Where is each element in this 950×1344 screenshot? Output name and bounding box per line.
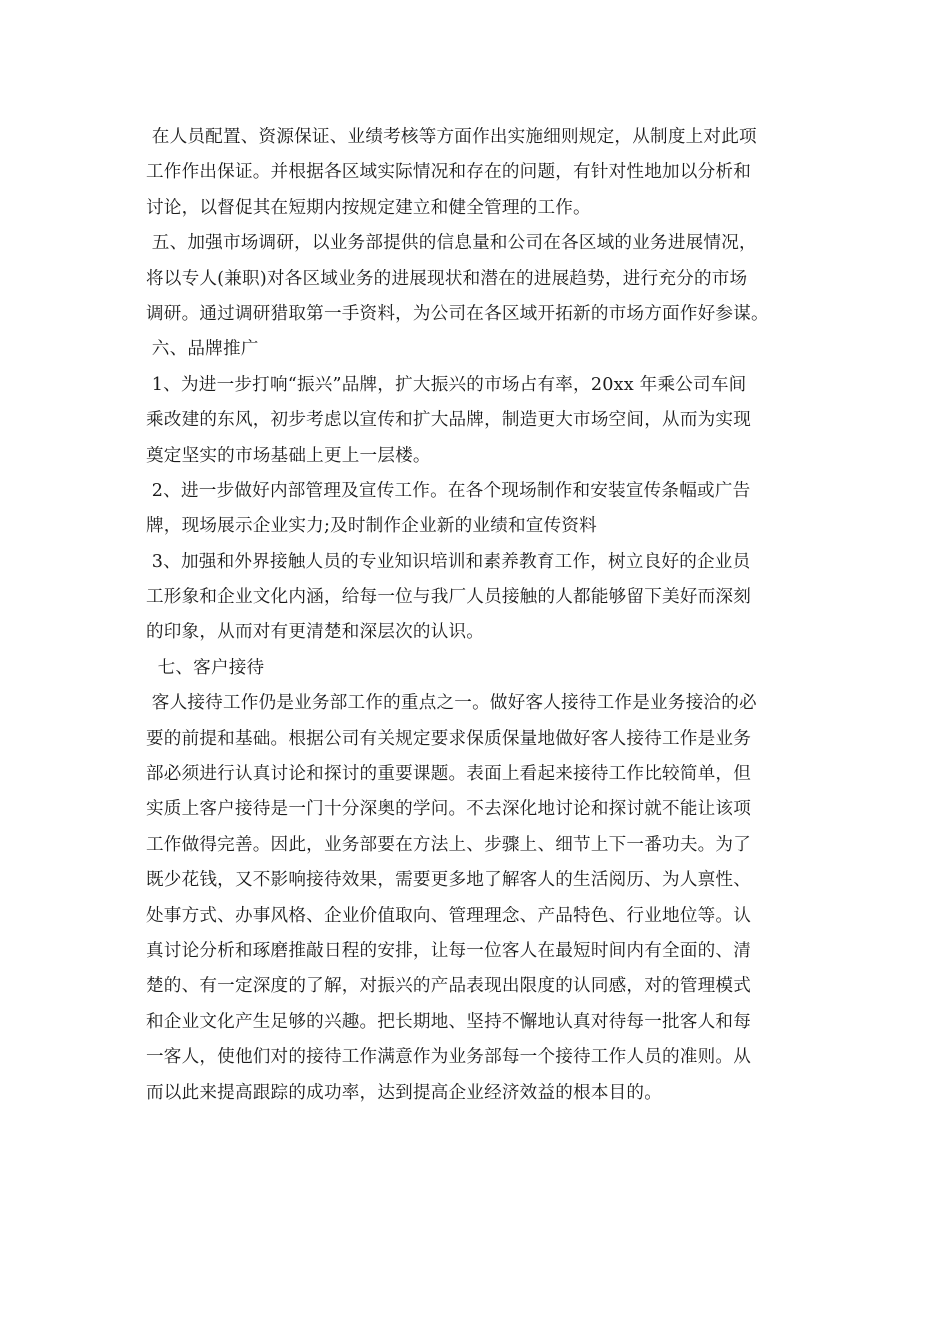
text-line: 处事方式、办事风格、企业价值取向、管理理念、产品特色、行业地位等。认 (146, 905, 751, 926)
text-line: 实质上客户接待是一门十分深奥的学问。不去深化地讨论和探讨就不能让该项 (146, 799, 751, 820)
section-heading: 六、品牌推广 (146, 339, 259, 360)
document-body (146, 120, 816, 1111)
text-line: 工作做得完善。因此，业务部要在方法上、步骤上、细节上下一番功夫。为了 (146, 834, 751, 855)
text-line: 而以此来提高跟踪的成功率，达到提高企业经济效益的根本目的。 (146, 1082, 663, 1103)
text-line: 和企业文化产生足够的兴趣。把长期地、坚持不懈地认真对待每一批客人和每 (146, 1011, 751, 1032)
text-line: 工作作出保证。并根据各区域实际情况和存在的问题，有针对性地加以分析和 (146, 162, 751, 183)
text-line: 在人员配置、资源保证、业绩考核等方面作出实施细则规定，从制度上对此项 (146, 127, 757, 147)
text-line: 奠定坚实的市场基础上更上一层楼。 (146, 445, 431, 466)
list-item-line: 2、进一步做好内部管理及宣传工作。在各个现场制作和安装宣传条幅或广告 (146, 480, 751, 501)
text-line: 客人接待工作仍是业务部工作的重点之一。做好客人接待工作是业务接洽的必 (146, 693, 757, 714)
list-item-line: 3、加强和外界接触人员的专业知识培训和素养教育工作，树立良好的企业员 (146, 551, 751, 572)
list-item-line: 1、为进一步打响“振兴”品牌，扩大振兴的市场占有率，20xx 年乘公司车间 (146, 374, 747, 395)
text-line: 将以专人(兼职)对各区域业务的进展现状和潜在的进展趋势，进行充分的市场 (146, 268, 748, 289)
section-heading: 七、客户接待 (146, 657, 265, 678)
text-line: 牌，现场展示企业实力;及时制作企业新的业绩和宣传资料 (146, 516, 597, 537)
text-line: 要的前提和基础。根据公司有关规定要求保质保量地做好客人接待工作是业务 (146, 728, 751, 749)
text-line: 讨论，以督促其在短期内按规定建立和健全管理的工作。 (146, 197, 591, 218)
text-line: 乘改建的东风，初步考虑以宣传和扩大品牌，制造更大市场空间，从而为实现 (146, 410, 751, 431)
section-heading-line: 五、加强市场调研，以业务部提供的信息量和公司在各区域的业务进展情况， (146, 233, 757, 254)
text-line: 真讨论分析和琢磨推敲日程的安排，让每一位客人在最短时间内有全面的、清 (146, 940, 751, 961)
text-line: 楚的、有一定深度的了解，对振兴的产品表现出限度的认同感，对的管理模式 (146, 976, 751, 997)
text-line: 调研。通过调研猎取第一手资料，为公司在各区域开拓新的市场方面作好参谋。 (146, 303, 769, 324)
text-line: 部必须进行认真讨论和探讨的重要课题。表面上看起来接待工作比较简单，但 (146, 764, 751, 785)
text-line: 一客人，使他们对的接待工作满意作为业务部每一个接待工作人员的准则。从 (146, 1047, 751, 1068)
text-line: 工形象和企业文化内涵，给每一位与我厂人员接触的人都能够留下美好而深刻 (146, 587, 751, 608)
text-line: 既少花钱，又不影响接待效果，需要更多地了解客人的生活阅历、为人禀性、 (146, 870, 751, 891)
text-line: 的印象，从而对有更清楚和深层次的认识。 (146, 622, 485, 643)
